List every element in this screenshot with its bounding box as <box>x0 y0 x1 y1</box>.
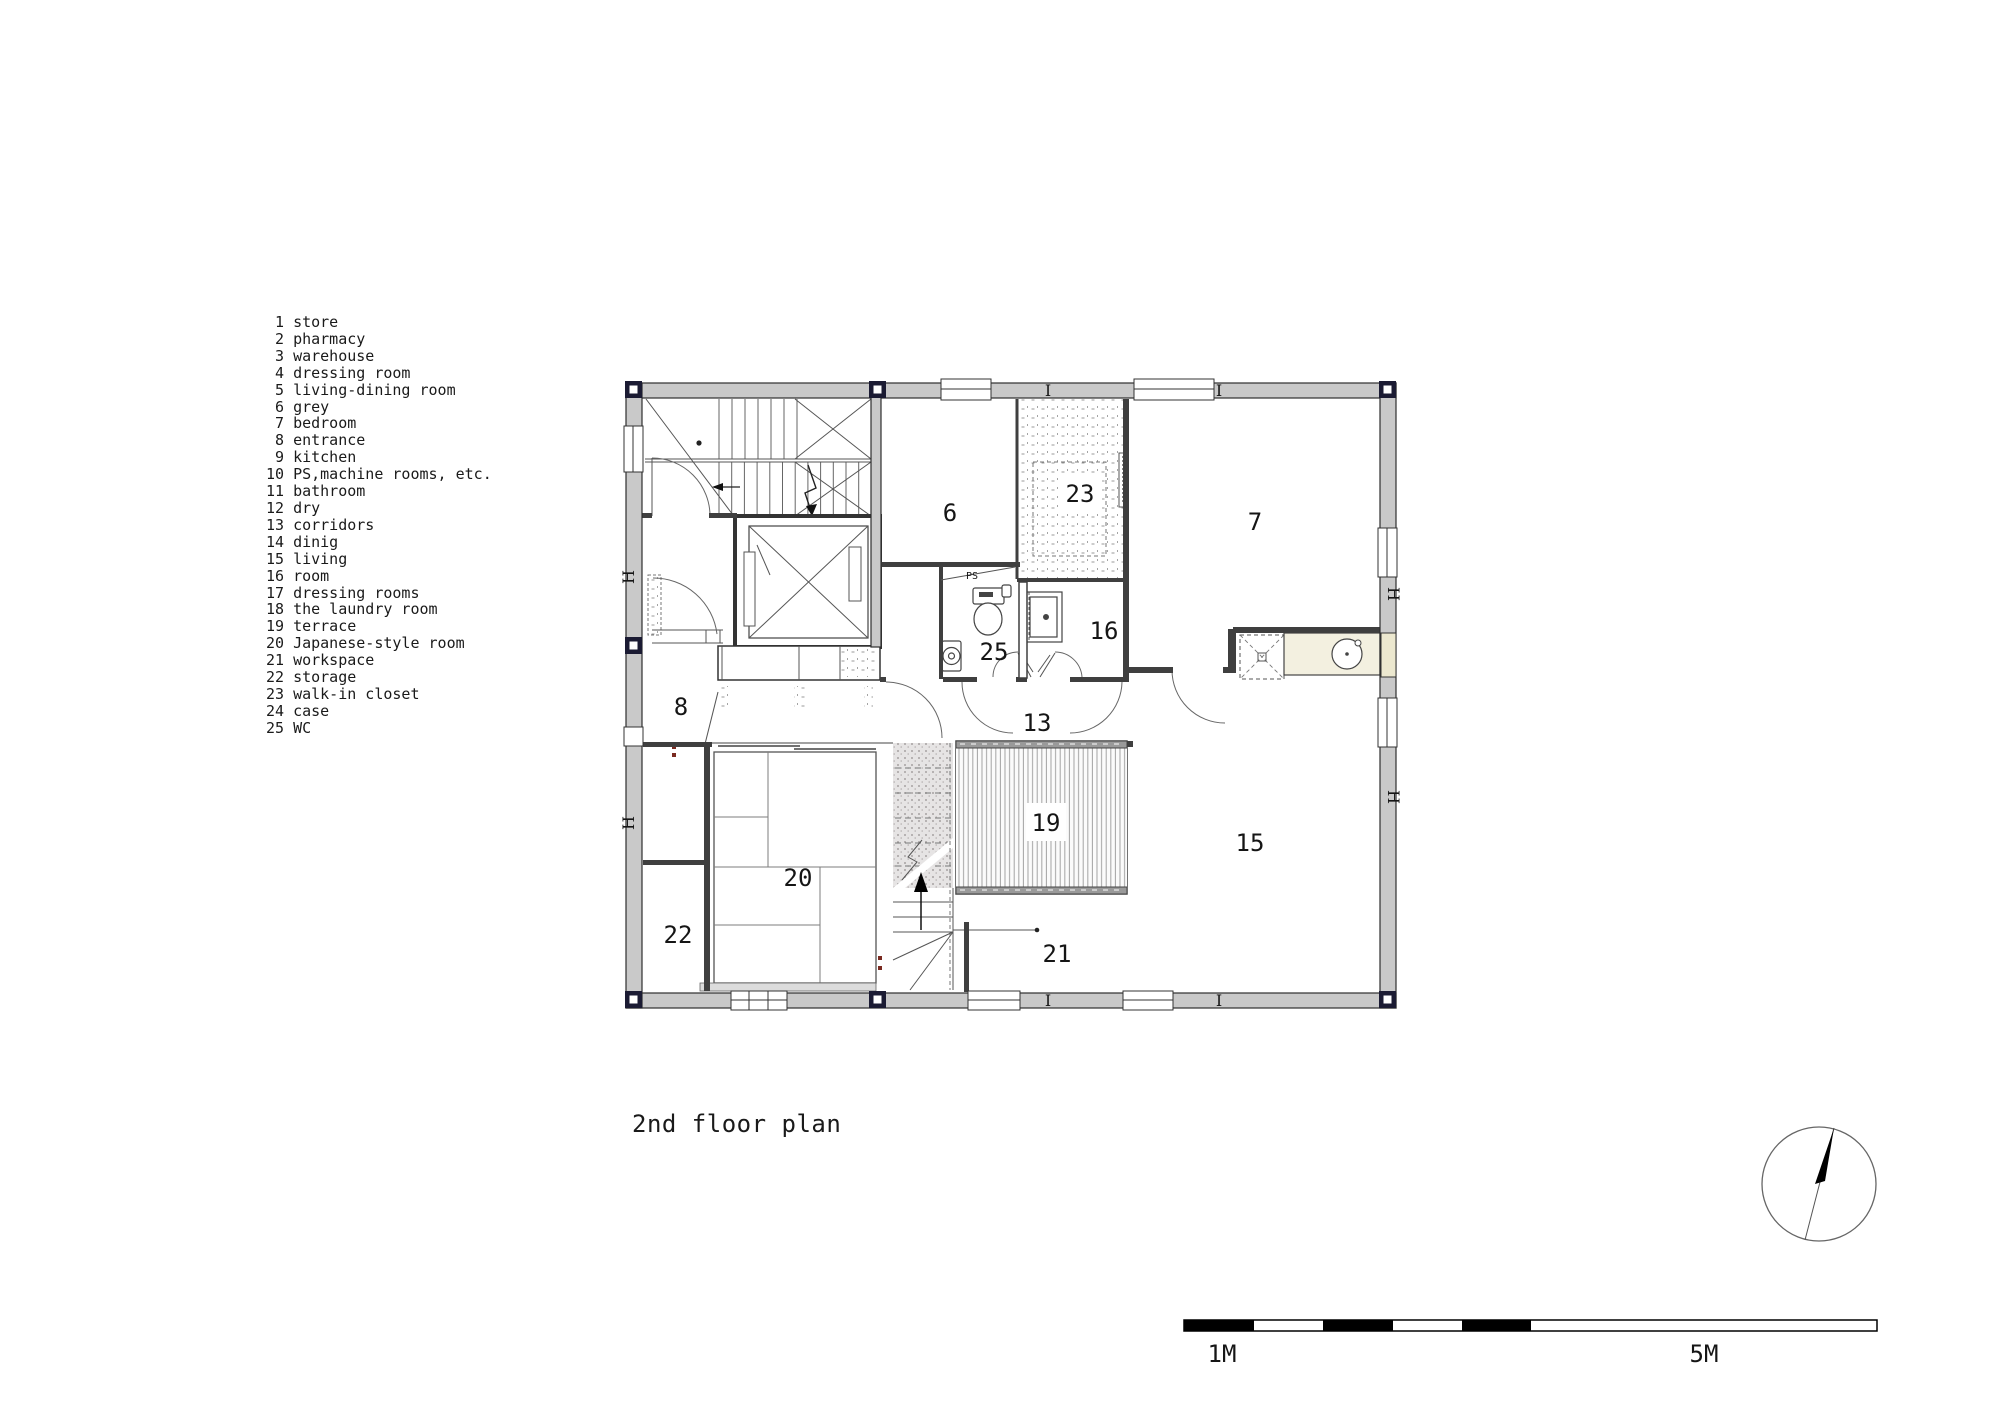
legend-item-number: 16 <box>266 566 285 585</box>
room-label-8: 8 <box>673 693 689 721</box>
legend-item-label: dinig <box>293 532 339 551</box>
legend-item-number: 25 <box>266 718 285 737</box>
legend-item-number: 1 <box>275 313 285 331</box>
legend-item-label: case <box>293 701 330 720</box>
room-legend <box>266 314 492 737</box>
svg-text:I: I <box>1044 381 1052 400</box>
legend-item-19 <box>266 618 492 635</box>
legend-item-21 <box>266 652 492 669</box>
legend-item-label: dressing rooms <box>293 583 420 602</box>
svg-text:I: I <box>1215 991 1223 1010</box>
exterior-walls <box>626 383 1396 1008</box>
legend-item-number: 15 <box>266 549 285 568</box>
legend-item-number: 17 <box>266 583 285 602</box>
svg-text:H: H <box>619 570 638 584</box>
shower-pan-icon <box>1240 635 1284 679</box>
legend-item-22 <box>266 669 492 686</box>
legend-item-14 <box>266 534 492 551</box>
legend-item-3 <box>266 348 492 365</box>
legend-item-label: dry <box>293 498 321 517</box>
room-label-22: 22 <box>663 921 693 949</box>
legend-item-label: pharmacy <box>293 329 366 348</box>
legend-item-label: WC <box>293 718 312 737</box>
scale-1m-label: 1M <box>1207 1340 1237 1368</box>
legend-item-number: 23 <box>266 684 285 703</box>
legend-item-9 <box>266 449 492 466</box>
interior-walls <box>642 399 1380 991</box>
bathroom-sink-icon <box>1025 592 1062 642</box>
legend-item-label: living <box>293 549 348 568</box>
legend-item-24 <box>266 703 492 720</box>
svg-text:I: I <box>1215 381 1223 400</box>
legend-item-number: 6 <box>275 397 285 416</box>
room-label-15: 15 <box>1235 829 1265 857</box>
legend-item-17 <box>266 585 492 602</box>
legend-item-12 <box>266 500 492 517</box>
legend-item-4 <box>266 365 492 382</box>
legend-item-7 <box>266 415 492 432</box>
room-label-25: 25 <box>979 638 1009 666</box>
legend-item-number: 11 <box>266 482 285 501</box>
legend-item-25 <box>266 720 492 737</box>
legend-item-11 <box>266 483 492 500</box>
legend-item-label: warehouse <box>293 346 375 365</box>
ps-label: PS <box>965 571 979 582</box>
legend-item-label: corridors <box>293 515 375 534</box>
legend-item-label: PS,machine rooms, etc. <box>293 465 492 484</box>
legend-item-label: room <box>293 566 330 585</box>
drawing-title: 2nd floor plan <box>632 1110 842 1138</box>
room-label-13: 13 <box>1022 709 1052 737</box>
legend-item-number: 12 <box>266 498 285 517</box>
legend-item-15 <box>266 551 492 568</box>
legend-item-number: 9 <box>275 448 285 467</box>
legend-item-number: 2 <box>275 329 285 348</box>
corridor-cabinets <box>718 646 880 712</box>
room-label-16: 16 <box>1089 617 1119 645</box>
legend-item-13 <box>266 517 492 534</box>
legend-item-number: 7 <box>275 414 285 433</box>
legend-item-number: 13 <box>266 515 285 534</box>
counter-sink-icon <box>1284 633 1380 675</box>
legend-item-1 <box>266 314 492 331</box>
legend-item-number: 14 <box>266 532 285 551</box>
main-staircase <box>645 399 871 516</box>
legend-item-6 <box>266 399 492 416</box>
legend-item-number: 10 <box>266 465 285 484</box>
room-label-20: 20 <box>783 864 813 892</box>
legend-item-number: 20 <box>266 634 285 653</box>
svg-text:H: H <box>1384 587 1403 601</box>
room-label-19: 19 <box>1031 809 1061 837</box>
legend-item-label: Japanese-style room <box>293 634 465 653</box>
legend-item-number: 4 <box>275 363 285 382</box>
washing-machine-icon <box>942 641 961 671</box>
room-label-7: 7 <box>1247 508 1263 536</box>
structural-pillars <box>625 381 1396 1008</box>
wc-partition-wall <box>1019 582 1027 678</box>
room-label-23: 23 <box>1065 480 1095 508</box>
toilet-icon <box>973 585 1011 635</box>
elevator-shaft <box>735 516 880 647</box>
svg-text:H: H <box>1384 790 1403 804</box>
legend-item-label: terrace <box>293 617 357 636</box>
legend-item-label: workspace <box>293 651 375 670</box>
room-label-21: 21 <box>1042 940 1072 968</box>
legend-item-label: bedroom <box>293 414 357 433</box>
legend-item-10 <box>266 466 492 483</box>
scale-bar <box>1184 1320 1877 1368</box>
svg-text:H: H <box>619 816 638 830</box>
legend-item-label: dressing room <box>293 363 411 382</box>
legend-item-8 <box>266 432 492 449</box>
legend-item-number: 5 <box>275 380 285 399</box>
legend-item-label: walk-in closet <box>293 684 420 703</box>
legend-item-label: bathroom <box>293 482 366 501</box>
legend-item-label: the laundry room <box>293 600 438 619</box>
legend-item-label: storage <box>293 668 357 687</box>
legend-item-number: 8 <box>275 431 285 450</box>
svg-text:I: I <box>1044 991 1052 1010</box>
legend-item-number: 3 <box>275 346 285 365</box>
legend-item-18 <box>266 601 492 618</box>
legend-item-label: entrance <box>293 431 366 450</box>
scale-5m-label: 5M <box>1689 1340 1719 1368</box>
legend-item-label: kitchen <box>293 448 357 467</box>
legend-item-number: 22 <box>266 668 285 687</box>
legend-item-number: 24 <box>266 701 285 720</box>
legend-item-number: 19 <box>266 617 285 636</box>
room-label-6: 6 <box>942 499 958 527</box>
windows <box>624 379 1397 1010</box>
legend-item-label: store <box>293 313 339 331</box>
north-compass-icon <box>1762 1127 1876 1241</box>
legend-item-5 <box>266 382 492 399</box>
legend-item-label: living-dining room <box>293 380 456 399</box>
legend-item-20 <box>266 635 492 652</box>
legend-item-2 <box>266 331 492 348</box>
entrance-details <box>648 575 723 757</box>
legend-item-label: grey <box>293 397 330 416</box>
legend-item-number: 21 <box>266 651 285 670</box>
grid-markers <box>619 381 1403 1010</box>
legend-item-16 <box>266 568 492 585</box>
legend-item-23 <box>266 686 492 703</box>
stairwell-hatch <box>893 743 953 990</box>
legend-item-number: 18 <box>266 600 285 619</box>
